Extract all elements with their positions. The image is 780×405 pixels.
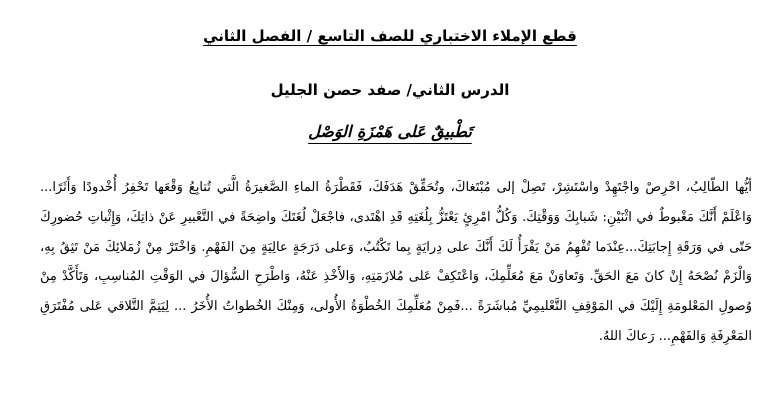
lesson-title: الدرس الثاني/ صفد حصن الجليل [270, 81, 510, 99]
document-title: قطع الإملاء الاختباري للصف التاسع / الفصل الثاني [203, 27, 577, 45]
section-title: تَطْبيقٌ عَلى هَمْزَةِ الوَصْل [308, 122, 472, 141]
dictation-paragraph: أيُّها الطّالِبُ، احْرِصْ واجْتَهِدْ واسْتَشِرْ، تَصِلْ إلى مُبْتَغاكَ، وتُحَقِّقْ هَدَفَكَ، فَقَطْرَةُ الماءِ الصَّغيرَةُ الَّتي تُتابِعُ وَقْعَها تَحْفِرُ أُخْدودًا وَأَثَرًا... وَاعْلَمْ أَنَّكَ مَغْبوطٌ في اثْنَيْنِ: شَبابِكَ وَوَقْتِكَ. وَكُلُّ امْرِئٍ يَعْتَزُّ بِلُغَتِهِ قَدِ اهْتَدى، فاجْعَلْ لُغَتَكَ واضِحَةً في التَّعْبيرِ عَنْ ذاتِكَ، وَإِثْباتِ حُضورِكَ حَتّى في وَرَقَةِ إِجابَتِكَ...عِنْدَما تُفْهِمُ مَنْ يَقْرَأُ لَكَ أَنَّكَ على دِرايَةٍ بِما تَكْتُبُ، وَعلى دَرَجَةٍ عالِيَةٍ مِنَ الفَهْمِ. وَاخْتَرْ مِنْ زُمَلائِكَ مَنْ تَثِقُ بِهِ، وَالْزَمْ نُصْحَهُ إِنْ كانَ مَعَ الحَقِّ. وَتَعاوَنْ مَعَ مُعَلِّمِكَ، وَاعْتَكِفْ عَلى مُلازَمَتِهِ، وَالأَخْذِ عَنْهُ، وَاطْرَحِ السُّؤالَ في الوَقْتِ المُناسِبِ، وَتَأَكَّدْ مِنْ وُصولِ المَعْلومَةِ إِلَيْكَ في المَوْقِفِ التَّعْليمِيِّ مُباشَرَةً ...فَمِنْ مُعَلِّمِكَ الخُطْوَةُ الأُولى، وَمِنْكَ الخُطواتُ الأُخَرُ ... لِيَتِمَّ التَّلاقي عَلى مُفْتَرَقِ المَعْرِفَةِ وَالفَهْمِ... رَعاكَ اللهُ. [40, 180, 752, 344]
